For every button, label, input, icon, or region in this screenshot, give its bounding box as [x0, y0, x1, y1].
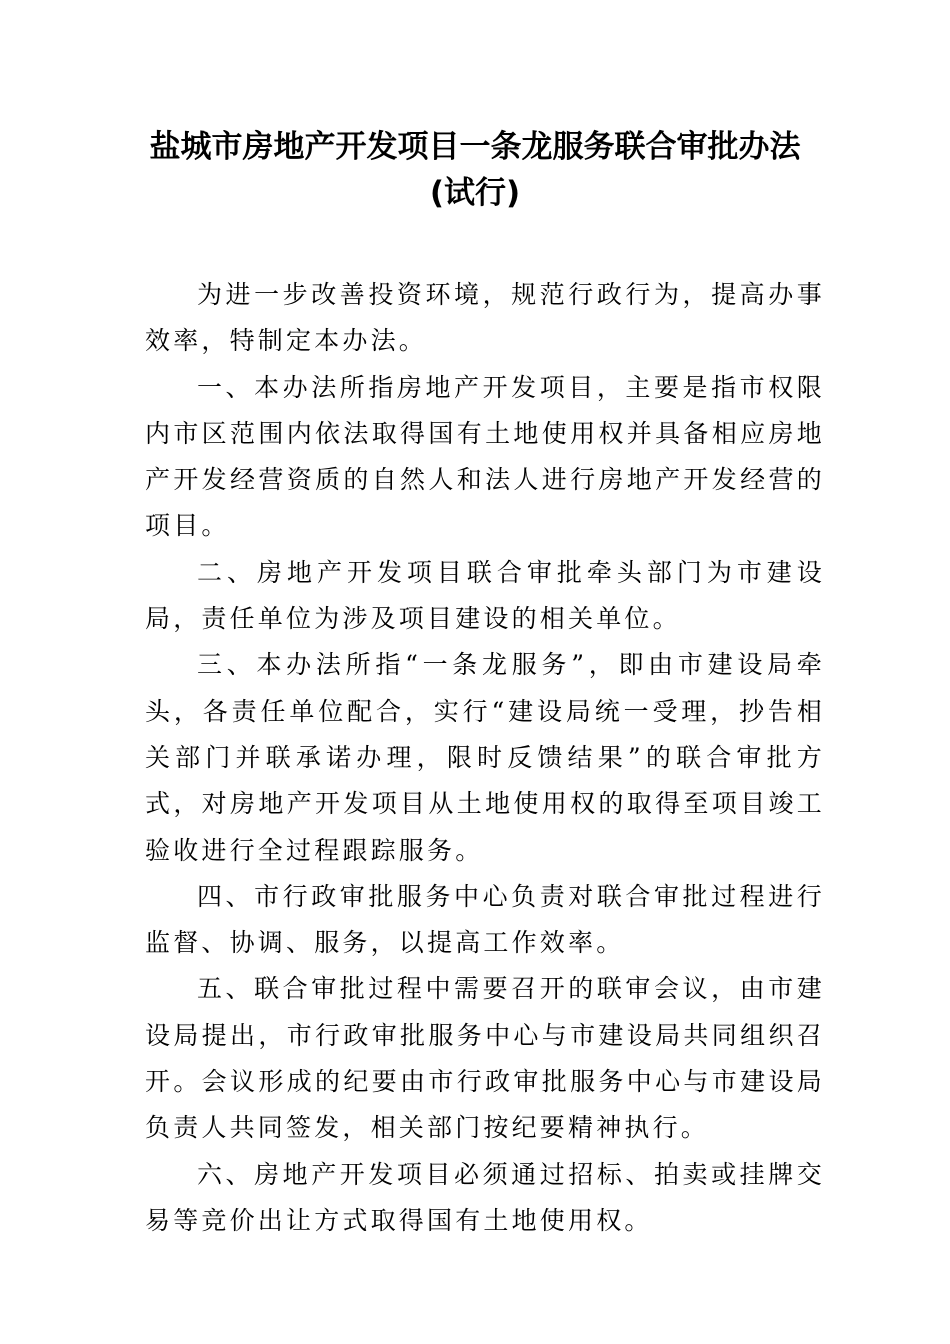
paragraph-article-1: 一、本办法所指房地产开发项目，主要是指市权限内市区范围内依法取得国有土地使用权并具备相应房地产开发经营资质的自然人和法人进行房地产开发经营的项目。: [145, 372, 825, 541]
paragraph-article-4: 四、市行政审批服务中心负责对联合审批过程进行监督、协调、服务，以提高工作效率。: [145, 881, 825, 958]
paragraph-article-3: 三、本办法所指“一条龙服务”，即由市建设局牵头，各责任单位配合，实行“建设局统一受理，抄告相关部门并联承诺办理，限时反馈结果”的联合审批方式，对房地产开发项目从土地使用权的取得至项目竣工验收进行全过程跟踪服务。: [145, 650, 825, 865]
document-title: 盐城市房地产开发项目一条龙服务联合审批办法(试行): [149, 129, 801, 211]
document-body: [145, 272, 825, 1244]
paragraph-article-2: 二、房地产开发项目联合审批牵头部门为市建设局，责任单位为涉及项目建设的相关单位。: [145, 557, 825, 634]
paragraph-intro: 为进一步改善投资环境，规范行政行为，提高办事效率，特制定本办法。: [145, 280, 825, 356]
paragraph-article-5: 五、联合审批过程中需要召开的联审会议，由市建设局提出，市行政审批服务中心与市建设局共同组织召开。会议形成的纪要由市行政审批服务中心与市建设局负责人共同签发，相关部门按纪要精神执行。: [145, 974, 825, 1143]
paragraph-article-6: 六、房地产开发项目必须通过招标、拍卖或挂牌交易等竞价出让方式取得国有土地使用权。: [145, 1159, 825, 1235]
